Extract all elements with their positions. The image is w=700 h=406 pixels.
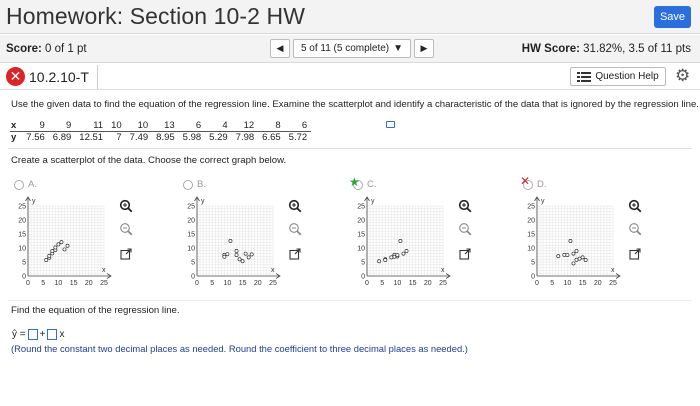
list-icon — [577, 72, 591, 82]
x-tick-label: 10 — [563, 280, 572, 287]
scatterplot — [10, 194, 114, 294]
divider — [8, 300, 692, 301]
x-tick-label: 25 — [439, 280, 447, 287]
data-point — [581, 256, 584, 259]
data-table — [10, 120, 311, 143]
answer-option[interactable] — [14, 180, 164, 292]
x-variable: x — [59, 328, 65, 340]
zoom-out-icon[interactable] — [288, 222, 302, 236]
y-tick-label: 5 — [191, 259, 195, 267]
y-axis-name: y — [201, 198, 205, 205]
y-tick-label: 25 — [527, 203, 535, 211]
data-point — [378, 260, 381, 263]
zoom-in-icon[interactable] — [628, 199, 642, 213]
y-tick-label: 15 — [357, 231, 365, 239]
x-axis-name: x — [611, 267, 615, 274]
question-bar — [0, 64, 700, 90]
table-cell-x: 10 — [126, 120, 153, 132]
copy-data-icon[interactable] — [386, 121, 395, 128]
divider — [8, 148, 692, 149]
top-bar — [0, 0, 700, 34]
x-tick-label: 0 — [365, 280, 369, 287]
hw-score-label: HW Score: — [521, 43, 580, 55]
zoom-in-icon[interactable] — [119, 199, 133, 213]
zoom-in-icon[interactable] — [458, 199, 472, 213]
table-cell-y: 7.49 — [129, 132, 149, 143]
y-tick-label: 10 — [357, 245, 365, 253]
x-tick-label: 10 — [223, 280, 232, 287]
data-point — [572, 252, 575, 255]
data-point — [45, 258, 48, 261]
open-new-window-icon[interactable] — [458, 247, 472, 261]
table-cell-x: 8 — [258, 120, 285, 132]
table-cell-y: 5.72 — [288, 132, 308, 143]
y-tick-label: 5 — [531, 259, 535, 267]
table-cell-x: 4 — [205, 120, 232, 132]
y-axis-name: y — [371, 198, 375, 205]
hw-score-value: 31.82%, 3.5 of 11 pts — [583, 43, 691, 55]
x-tick-label: 5 — [210, 280, 215, 287]
equation-line — [11, 327, 65, 341]
y-tick-label: 5 — [361, 259, 365, 267]
scatter-prompt: Create a scatterplot of the data. Choose the correct graph below. — [11, 155, 287, 166]
data-point — [60, 241, 63, 244]
rounding-note: (Round the constant two decimal places as needed. Round the coefficient to three decimal places as needed.) — [11, 343, 468, 354]
option-radio[interactable] — [183, 180, 193, 190]
x-tick-label: 0 — [26, 280, 30, 287]
option-label: B. — [197, 179, 206, 190]
previous-question-button[interactable] — [270, 39, 290, 58]
table-cell-y: 12.51 — [79, 132, 104, 143]
y-tick-label: 0 — [22, 273, 26, 281]
table-cell-x: 9 — [49, 120, 76, 132]
data-point — [575, 249, 578, 252]
y-tick-label: 25 — [357, 203, 365, 211]
y-tick-label: 15 — [527, 231, 535, 239]
score — [6, 43, 87, 55]
plus-sign: + — [39, 328, 46, 340]
scatterplot — [179, 194, 283, 294]
y-tick-label: 0 — [531, 273, 535, 281]
caret-down-icon: ▼ — [393, 43, 404, 54]
x-axis-name: x — [102, 267, 106, 274]
data-point — [569, 239, 572, 242]
scatterplot — [349, 194, 453, 294]
table-cell-x: 12 — [232, 120, 259, 132]
x-tick-label: 20 — [423, 280, 432, 287]
y-tick-label: 20 — [527, 217, 535, 225]
table-cell-y: 6.89 — [52, 132, 72, 143]
data-point — [390, 256, 393, 259]
table-cell-y: 7.56 — [26, 132, 45, 143]
answer-option[interactable] — [349, 175, 503, 292]
data-point — [238, 258, 241, 261]
x-tick-label: 15 — [69, 280, 78, 287]
data-point — [66, 244, 69, 247]
x-tick-label: 20 — [593, 280, 602, 287]
zoom-out-icon[interactable] — [628, 222, 642, 236]
y-tick-label: 10 — [18, 245, 26, 253]
question-help-button[interactable] — [570, 67, 666, 86]
question-selector-text: 5 of 11 (5 complete) — [300, 43, 390, 54]
option-label: A. — [28, 179, 37, 190]
page-title: Homework: Section 10-2 HW — [6, 3, 306, 29]
data-point — [247, 256, 250, 259]
option-radio[interactable] — [14, 180, 24, 190]
data-point — [584, 258, 587, 261]
slope-input[interactable] — [47, 329, 57, 340]
y-tick-label: 0 — [361, 273, 365, 281]
data-point — [566, 253, 569, 256]
answer-option[interactable] — [183, 180, 333, 292]
scatterplot — [519, 194, 623, 294]
x-tick-label: 5 — [550, 280, 555, 287]
y-tick-label: 15 — [18, 231, 26, 239]
gear-icon[interactable]: ⚙ — [675, 66, 691, 85]
data-point — [399, 239, 402, 242]
data-point — [572, 262, 575, 265]
y-hat-label: ŷ = — [12, 328, 26, 340]
table-cell-y: 8.95 — [156, 132, 175, 143]
data-point — [48, 254, 51, 257]
data-point — [235, 249, 238, 252]
table-cell-y: 7.98 — [235, 132, 255, 143]
table-cell-x: 13 — [152, 120, 179, 132]
question-help-label: Question Help — [595, 71, 659, 82]
hw-score — [522, 43, 691, 55]
table-header-y: y — [11, 132, 17, 143]
y-tick-label: 25 — [18, 203, 26, 211]
x-tick-label: 20 — [253, 280, 262, 287]
table-header-x: x — [10, 120, 22, 132]
score-value: 0 of 1 pt — [45, 43, 87, 55]
zoom-in-icon[interactable] — [288, 199, 302, 213]
data-point — [402, 252, 405, 255]
data-point — [557, 255, 560, 258]
x-tick-label: 10 — [393, 280, 402, 287]
next-question-button[interactable] — [414, 39, 434, 58]
x-axis-name: x — [271, 267, 275, 274]
x-tick-label: 20 — [84, 280, 93, 287]
x-tick-label: 10 — [54, 280, 63, 287]
x-tick-label: 5 — [41, 280, 46, 287]
table-cell-y: 5.29 — [209, 132, 228, 143]
data-point — [405, 249, 408, 252]
y-tick-label: 20 — [187, 217, 195, 225]
data-point — [63, 248, 66, 251]
data-point — [54, 246, 57, 249]
table-cell-y: 6.65 — [262, 132, 281, 143]
incorrect-x-icon: ✕ — [520, 174, 531, 188]
save-button[interactable]: Save — [654, 6, 691, 28]
y-tick-label: 15 — [187, 231, 195, 239]
score-bar — [0, 35, 700, 63]
question-id: 10.2.10-T — [29, 69, 89, 85]
data-point — [226, 253, 229, 256]
answer-option[interactable] — [520, 174, 673, 292]
y-tick-label: 10 — [527, 245, 535, 253]
table-row-y — [10, 132, 311, 144]
score-label: Score: — [6, 43, 42, 55]
data-point — [244, 252, 247, 255]
x-tick-label: 15 — [408, 280, 417, 287]
left-arrow-icon: ◀ — [276, 43, 284, 53]
intercept-input[interactable] — [28, 329, 38, 340]
equation-prompt: Find the equation of the regression line. — [11, 305, 180, 316]
y-tick-label: 0 — [191, 273, 195, 281]
x-tick-label: 25 — [100, 280, 108, 287]
correct-star-icon: ★ — [349, 175, 360, 189]
table-cell-y: 7 — [116, 132, 122, 143]
table-cell-x: 10 — [107, 120, 126, 132]
x-tick-label: 15 — [238, 280, 247, 287]
y-axis-name: y — [541, 198, 545, 205]
x-tick-label: 25 — [609, 280, 617, 287]
incorrect-icon: ✕ — [6, 67, 25, 86]
question-selector[interactable] — [293, 39, 411, 58]
right-arrow-icon: ▶ — [420, 43, 428, 53]
table-cell-x: 6 — [179, 120, 206, 132]
x-tick-label: 0 — [535, 280, 539, 287]
x-tick-label: 0 — [195, 280, 199, 287]
y-axis-name: y — [32, 198, 36, 205]
open-new-window-icon[interactable] — [628, 247, 642, 261]
x-axis-name: x — [441, 267, 445, 274]
instructions: Use the given data to find the equation of the regression line. Examine the scatterplot and identify a characteristic of the data that is ignored by the regression line. — [11, 99, 699, 110]
data-point — [57, 243, 60, 246]
data-point — [241, 260, 244, 263]
y-tick-label: 20 — [357, 217, 365, 225]
y-tick-label: 25 — [187, 203, 195, 211]
option-label: D. — [537, 179, 547, 190]
table-cell-x: 9 — [22, 120, 49, 132]
open-new-window-icon[interactable] — [288, 247, 302, 261]
zoom-out-icon[interactable] — [458, 222, 472, 236]
table-cell-x: 6 — [285, 120, 312, 132]
zoom-out-icon[interactable] — [119, 222, 133, 236]
data-point — [250, 253, 253, 256]
table-cell-y: 5.98 — [182, 132, 202, 143]
data-point — [396, 253, 399, 256]
open-new-window-icon[interactable] — [119, 247, 133, 261]
data-point — [229, 239, 232, 242]
x-tick-label: 15 — [578, 280, 587, 287]
y-tick-label: 20 — [18, 217, 26, 225]
table-row-x — [10, 120, 311, 132]
y-tick-label: 10 — [187, 245, 195, 253]
x-tick-label: 5 — [380, 280, 385, 287]
table-cell-x: 11 — [75, 120, 107, 132]
option-label: C. — [367, 179, 377, 190]
data-point — [235, 253, 238, 256]
x-tick-label: 25 — [269, 280, 277, 287]
data-point — [223, 255, 226, 258]
divider — [97, 65, 98, 89]
data-point — [384, 258, 387, 261]
y-tick-label: 5 — [22, 259, 26, 267]
